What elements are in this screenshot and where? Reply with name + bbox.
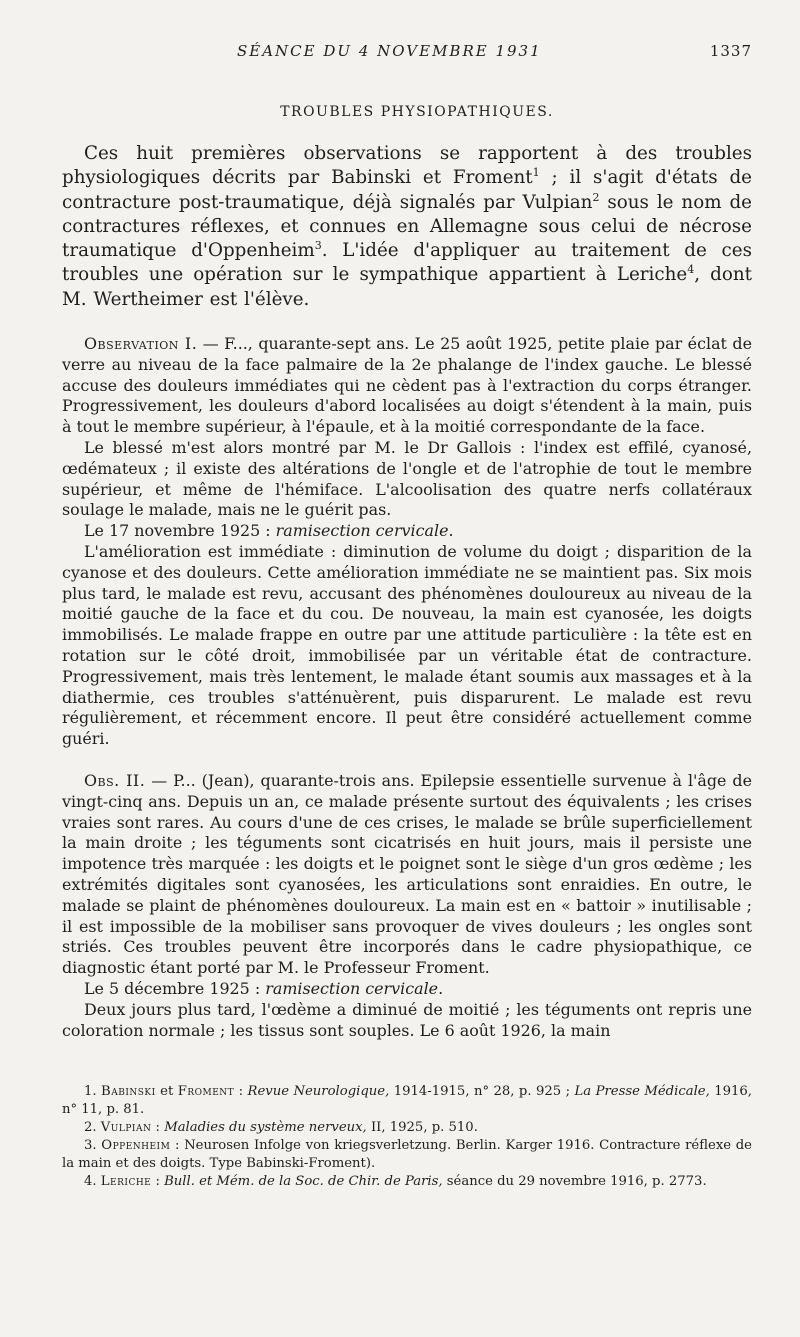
observation-1 [62,334,752,750]
obs1-paragraph [62,334,752,438]
footnote-source: Revue Neurologique, [247,1084,390,1100]
footnote-ref: 2 [592,190,600,204]
journal-page [62,40,752,1191]
obs2-label: Obs. II. [84,771,146,791]
running-title: SÉANCE DU 4 NOVEMBRE 1931 [237,42,542,60]
intro-text: , dont M. Wertheimer est l'élève. [62,264,753,310]
footnote-author: Oppenheim [101,1138,171,1154]
footnote-author: Vulpian [100,1120,152,1136]
intro-text: sous le nom de contractures réflexes, et connues en Allemagne sous celui de nécrose traumatique d'Oppenheim [62,191,752,262]
obs1-paragraph: Le blessé m'est alors montré par M. le Dr Gallois : l'index est effilé, cyanosé, œdémateux ; il existe des altérations de l'ongle et de l'atrophie de tout le membre supérieur, et même de l'hémiface. L'alcoolisation des quatre nerfs collatéraux soulage le malade, mais ne le guérit pas. [62,438,752,520]
footnote-text: 1916, n° 11, p. 81. [62,1084,752,1118]
footnote-ref: 1 [532,166,540,180]
footnote-source: Bull. et Mém. de la Soc. de Chir. de Paris, [164,1174,443,1190]
footnote [62,1119,752,1137]
footnote-number: 2. [84,1120,101,1136]
obs2-paragraph [62,771,752,979]
obs2-text: — P... (Jean), quarante-trois ans. Epilepsie essentielle survenue à l'âge de vingt-cinq ans. Depuis un an, ce malade présente surtout des équivalents ; les crises vraies sont rares. Au cours d'une de ces crises, le malade se brûle superficiellement la main droite ; les téguments sont cicatrisés en huit jours, mais il persiste une impotence très marquée : les doigts et le poignet sont le siège d'un gros œdème ; les extrémités digitales sont cyanosées, les articulations sont enraidies. En outre, le malade se plaint de phénomènes douloureux. La main est en « battoir » inutilisable ; il est impossible de la mobiliser sans provoquer de vives douleurs ; les ongles sont striés. Ces troubles peuvent être incorporés dans le cadre physiopathique, ce diagnostic étant porté par M. le Professeur Froment. [62,771,752,978]
footnote [62,1083,752,1119]
footnote-text: Neurosen Infolge von kriegsverletzung. Berlin. Karger 1916. Contracture réflexe de la main et des doigts. Type Babinski-Froment). [62,1138,752,1172]
footnote [62,1137,752,1173]
footnote-source: Maladies du système nerveux, [164,1120,367,1136]
footnote-text: séance du 29 novembre 1916, p. 2773. [442,1174,707,1190]
obs2-date: Le 5 décembre 1925 : [84,978,266,998]
footnote-text: 1914-1915, n° 28, p. 925 ; [389,1084,575,1100]
running-head [62,40,752,66]
obs1-label: Observation I. [84,334,198,354]
footnote-number: 4. [84,1174,101,1190]
obs1-procedure: ramisection cervicale. [275,521,454,541]
obs1-text: — F..., quarante-sept ans. Le 25 août 1925, petite plaie par éclat de verre au niveau de la face palmaire de la 2e phalange de l'index gauche. Le blessé accuse des douleurs immédiates qui ne cèdent pas à l'extraction du corps étranger. Progressivement, les douleurs d'abord localisées au doigt s'étendent à la main, puis à tout le membre supérieur, à l'épaule, et à la moitié correspondante de la face. [62,334,752,437]
obs1-paragraph [62,521,752,542]
footnote-text: : [151,1120,165,1136]
footnote-source: La Presse Médicale, [574,1084,710,1100]
footnote [62,1173,752,1191]
footnote-ref: 4 [687,263,695,277]
obs1-paragraph: L'amélioration est immédiate : diminution de volume du doigt ; disparition de la cyanose et des douleurs. Cette amélioration immédiate ne se maintient pas. Six mois plus tard, le malade est revu, accusant des phénomènes douloureux au niveau de la moitié gauche de la face et du cou. De nouveau, la main est cyanosée, les doigts immobilisés. Le malade frappe en outre par une attitude particulière : la tête est en rotation sur le côté droit, immobilisée par un véritable état de contracture. Progressivement, mais très lentement, le malade étant soumis aux massages et à la diathermie, ces troubles s'atténuèrent, puis disparurent. Le malade est revu régulièrement, et récemment encore. Il peut être considéré actuellement comme guéri. [62,542,752,749]
footnote-author: Froment [177,1084,235,1100]
footnote-text: et [155,1084,178,1100]
obs1-date: Le 17 novembre 1925 : [84,521,276,541]
obs2-procedure: ramisection cervicale. [265,978,444,998]
footnote-text: II, 1925, p. 510. [366,1120,478,1136]
obs2-paragraph: Deux jours plus tard, l'œdème a diminué de moitié ; les téguments ont repris une coloration normale ; les tissus sont souples. Le 6 août 1926, la main [62,999,752,1040]
footnote-text: : [151,1174,165,1190]
intro-paragraph [62,142,752,312]
footnote-text: : [234,1084,248,1100]
intro-text: ; il s'agit d'états de contracture post-traumatique, déjà signalés par Vulpian [62,167,752,213]
footnote-ref: 3 [314,239,322,253]
obs2-paragraph [62,979,752,1000]
footnotes [62,1083,752,1191]
intro-text: Ces huit premières observations se rapportent à des troubles physiologiques décrits par Babinski et Froment [62,143,752,189]
intro-text: . L'idée d'appliquer au traitement de ces troubles une opération sur le sympathique appartient à Leriche [62,240,752,286]
footnote-number: 3. [84,1138,102,1154]
footnote-author: Babinski [101,1084,156,1100]
page-number: 1337 [709,42,752,60]
footnote-author: Leriche [100,1174,152,1190]
observation-2 [62,771,752,1041]
footnote-text: : [170,1138,185,1154]
section-title: TROUBLES PHYSIOPATHIQUES. [280,104,554,120]
footnote-number: 1. [84,1084,102,1100]
